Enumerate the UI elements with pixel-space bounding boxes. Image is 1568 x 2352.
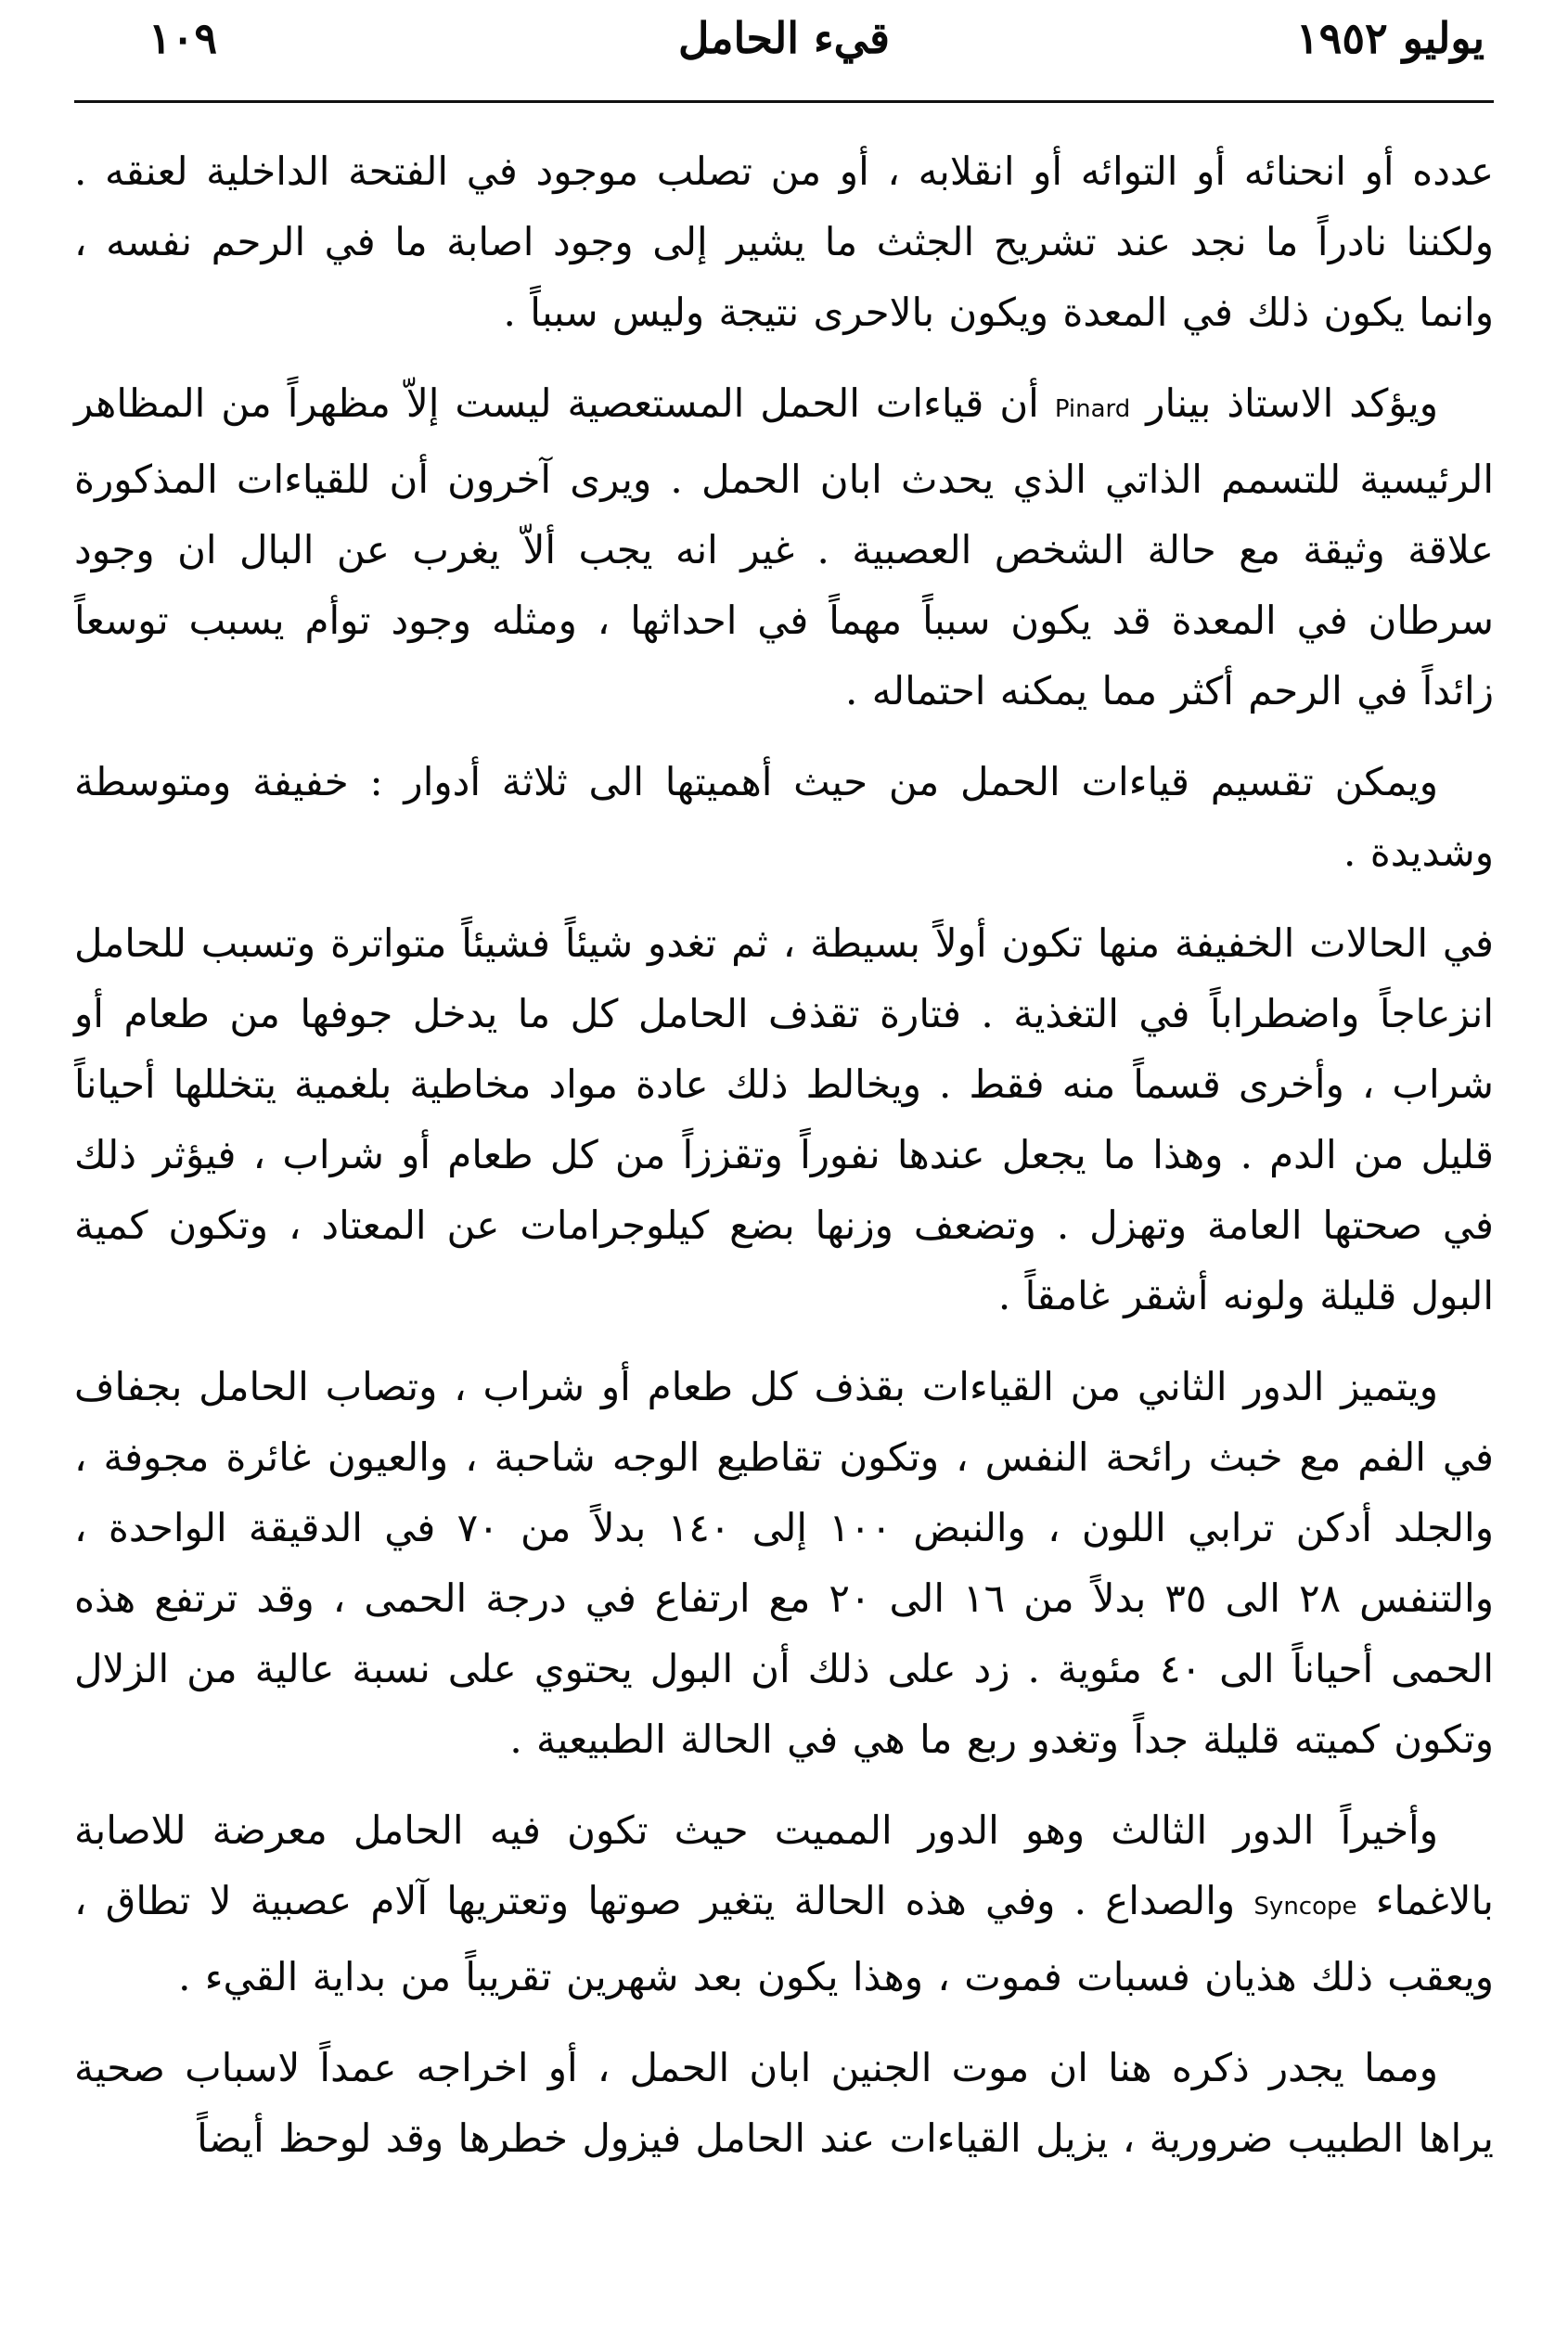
paragraph-6 [74,1795,1494,2012]
paragraph-text: ومما يجدر ذكره هنا ان موت الجنين ابان الحمل ، أو اخراجه عمداً لاسباب صحية يراها الطبيب ضرورية ، يزيل القياءات عند الحامل فيزول خطرها وقد لوحظ أيضاً [74,2045,1494,2161]
paragraph-text: ويتميز الدور الثاني من القياءات بقذف كل طعام أو شراب ، وتصاب الحامل بجفاف في الفم مع خبث رائحة النفس ، وتكون تقاطيع الوجه شاحبة ، والعيون غائرة مجوفة ، والجلد أدكن ترابي اللون ، والنبض ١٠٠ إلى ١٤٠ بدلاً من ٧٠ في الدقيقة الواحدة ، والتنفس ٢٨ الى ٣٥ بدلاً من ١٦ الى ٢٠ مع ارتفاع في درجة الحمى ، وقد ترتفع هذه الحمى أحياناً الى ٤٠ مئوية . زد على ذلك أن البول يحتوي على نسبة عالية من الزلال وتكون كميته قليلة جداً وتغدو ربع ما هي في الحالة الطبيعية . [74,1364,1494,1762]
header-date: يوليو ١٩٥٢ [1295,13,1484,63]
paragraph-2 [74,368,1494,726]
header-title: قيء الحامل [678,13,890,63]
latin-term-syncope: Syncope [1253,1893,1357,1921]
paragraph-text: والصداع . وفي هذه الحالة يتغير صوتها وتعتريها آلام عصبية لا تطاق ، ويعقب ذلك هذيان فسبات فموت ، وهذا يكون بعد شهرين تقريباً من بداية القيء . [74,1878,1494,1999]
paragraph-text: ويؤكد الاستاذ بينار [1130,380,1438,426]
header-rule [74,100,1494,103]
paragraph-1 [74,136,1494,348]
running-header [74,0,1494,100]
paragraph-text: عدده أو انحنائه أو التوائه أو انقلابه ، أو من تصلب موجود في الفتحة الداخلية لعنقه . ولكننا نادراً ما نجد عند تشريح الجثث ما يشير إلى وجود اصابة ما في الرحم نفسه ، وانما يكون ذلك في المعدة ويكون بالاحرى نتيجة وليس سبباً . [74,148,1494,335]
latin-term-pinard: Pinard [1054,395,1131,423]
paragraph-text: وأخيراً الدور الثالث وهو الدور المميت حيث تكون فيه الحامل معرضة للاصابة بالاغماء [74,1807,1494,1923]
page-number: ١٠٩ [148,13,218,63]
body-text [74,136,1494,2174]
paragraph-5 [74,1352,1494,1775]
paragraph-text: ويمكن تقسيم قياءات الحمل من حيث أهميتها الى ثلاثة أدوار : خفيفة ومتوسطة وشديدة . [74,759,1494,875]
paragraph-4 [74,908,1494,1331]
paragraph-7 [74,2033,1494,2174]
paragraph-text: في الحالات الخفيفة منها تكون أولاً بسيطة ، ثم تغدو شيئاً فشيئاً متواترة وتسبب للحامل انزعاجاً واضطراباً في التغذية . فتارة تقذف الحامل كل ما يدخل جوفها من طعام أو شراب ، وأخرى قسماً منه فقط . ويخالط ذلك عادة مواد مخاطية بلغمية يتخللها أحياناً قليل من الدم . وهذا ما يجعل عندها نفوراً وتقززاً من كل طعام أو شراب ، فيؤثر ذلك في صحتها العامة وتهزل . وتضعف وزنها بضع كيلوجرامات عن المعتاد ، وتكون كمية البول قليلة ولونه أشقر غامقاً . [74,920,1494,1318]
paragraph-text: أن قياءات الحمل المستعصية ليست إلاّ مظهراً من المظاهر الرئيسية للتسمم الذاتي الذي يحدث ابان الحمل . ويرى آخرون أن للقياءات المذكورة علاقة وثيقة مع حالة الشخص العصبية . غير انه يجب ألاّ يغرب عن البال ان وجود سرطان في المعدة قد يكون سبباً مهماً في احداثها ، ومثله وجود توأم يسبب توسعاً زائداً في الرحم أكثر مما يمكنه احتماله . [74,380,1494,713]
paragraph-3 [74,747,1494,888]
